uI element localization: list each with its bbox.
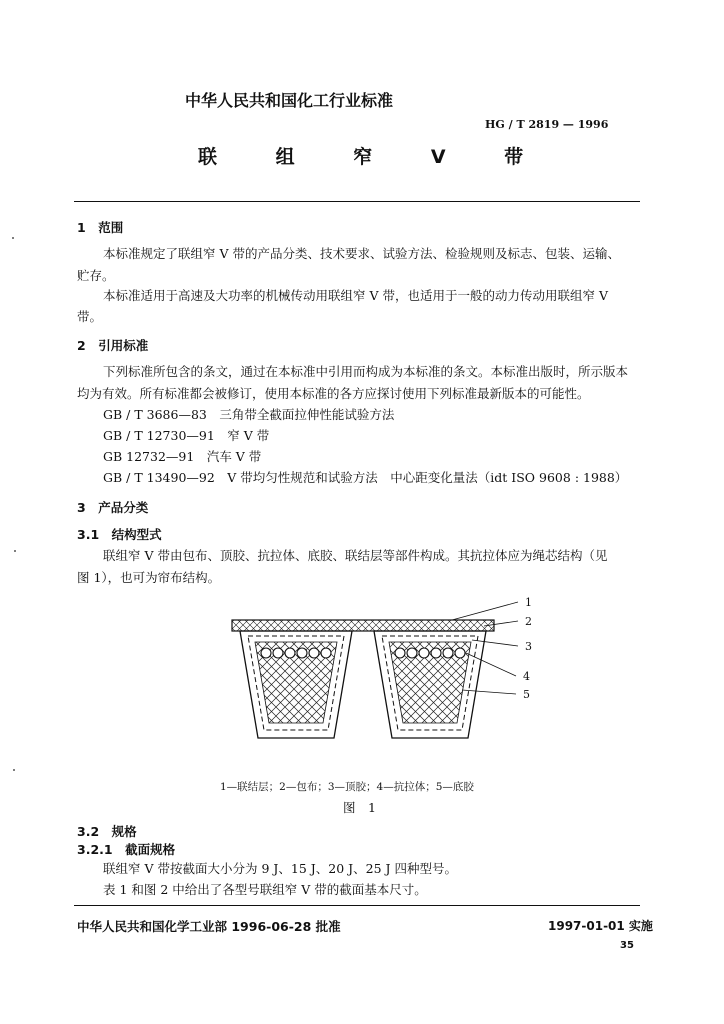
section-3-1-heading: 3.1 结构型式 <box>77 527 162 542</box>
section-3-2-1-line-1: 联组窄 V 带按截面大小分为 9 J、15 J、20 J、25 J 四种型号。 <box>103 861 458 876</box>
section-2-heading: 2 引用标准 <box>77 338 149 353</box>
figure-caption: 图 1 <box>343 800 376 815</box>
scan-speck <box>12 237 14 239</box>
section-1-para-2-line-1: 本标准适用于高速及大功率的机械传动用联组窄 V 带，也适用于一般的动力传动用联组窄 V <box>103 288 608 303</box>
section-2-para-line-1: 下列标准所包含的条文，通过在本标准中引用而构成为本标准的条文。本标准出版时，所示版本 <box>103 364 629 379</box>
figure-1-drawing <box>222 590 552 765</box>
page-number: 35 <box>620 940 634 951</box>
issuing-org: 中华人民共和国化工行业标准 <box>185 91 394 110</box>
reference-item: GB / T 3686—83 三角带全截面拉伸性能试验方法 <box>103 407 395 422</box>
scan-speck <box>14 550 16 552</box>
section-3-2-heading: 3.2 规格 <box>77 824 137 839</box>
section-1-para-1-line-1: 本标准规定了联组窄 V 带的产品分类、技术要求、试验方法、检验规则及标志、包装、运输、 <box>103 246 620 261</box>
reference-item: GB / T 12730—91 窄 V 带 <box>103 428 270 443</box>
figure-legend: 1—联结层；2—包布；3—顶胶；4—抗拉体；5—底胶 <box>220 781 474 793</box>
standard-code: HG / T 2819 — 1996 <box>485 118 609 131</box>
section-3-2-1-line-2: 表 1 和图 2 中给出了各型号联组窄 V 带的截面基本尺寸。 <box>103 882 427 897</box>
reference-item: GB / T 13490—92 V 带均匀性规范和试验方法 中心距变化量法（idt ISO 9608 : 1988） <box>103 470 628 485</box>
section-1-heading: 1 范围 <box>77 220 124 235</box>
tie-band-layer <box>232 620 494 631</box>
page-title: 联 组 窄 V 带 <box>198 146 550 168</box>
header-rule <box>74 201 640 202</box>
footer-rule <box>74 905 640 906</box>
effective-date: 1997-01-01 实施 <box>548 919 653 933</box>
scan-speck <box>13 769 15 771</box>
section-3-2-1-heading: 3.2.1 截面规格 <box>77 842 176 857</box>
callout-4: 4 <box>523 670 530 683</box>
callout-3: 3 <box>525 640 532 653</box>
section-2-para-line-2: 均为有效。所有标准都会被修订，使用本标准的各方应探讨使用下列标准最新版本的可能性。 <box>77 386 590 401</box>
section-3-1-line-1: 联组窄 V 带由包布、顶胶、抗拉体、底胶、联结层等部件构成。其抗拉体应为绳芯结构（见 <box>103 548 608 563</box>
callout-2: 2 <box>525 615 532 628</box>
section-3-1-line-2: 图 1），也可为帘布结构。 <box>77 570 221 585</box>
section-3-heading: 3 产品分类 <box>77 500 149 515</box>
callout-1: 1 <box>525 596 532 609</box>
reference-item: GB 12732—91 汽车 V 带 <box>103 449 262 464</box>
section-1-para-2-line-2: 带。 <box>77 309 103 324</box>
callout-5: 5 <box>523 688 530 701</box>
section-1-para-1-line-2: 贮存。 <box>77 268 115 283</box>
approval-line: 中华人民共和国化学工业部 1996-06-28 批准 <box>77 919 341 934</box>
